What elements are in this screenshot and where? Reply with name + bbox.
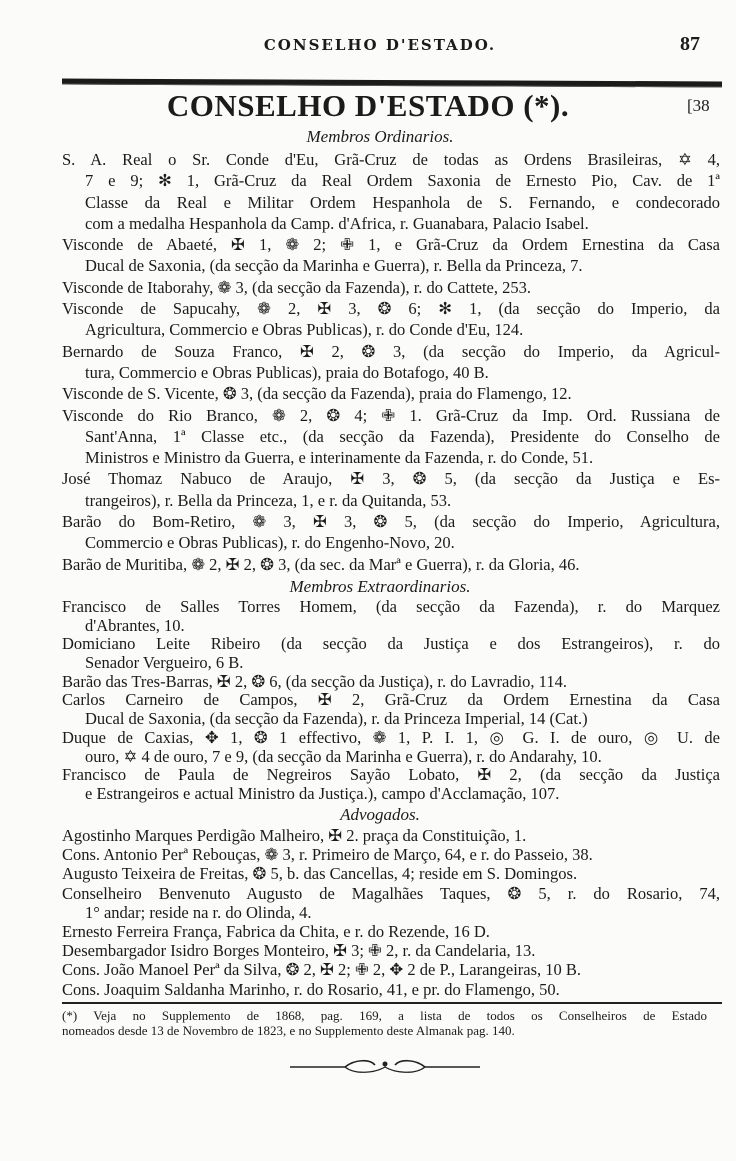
entry-line: Ministros e Ministro da Guerra, e interinamente da Fazenda, r. do Conde, 51. — [85, 448, 594, 468]
footnote-rule — [62, 1002, 722, 1004]
footnote-line: (*) Veja no Supplemento de 1868, pag. 169, a lista de todos os Conselheiros de Estado — [62, 1008, 707, 1023]
entry-line: Sant'Anna, 1ª Classe etc., (da secção da Fazenda), Presidente do Conselho de — [85, 426, 720, 446]
entry-line: Visconde de Abaeté, ✠ 1, ❁ 2; ✙ 1, e Grã-Cruz da Ordem Ernestina da Casa — [62, 235, 720, 255]
entry-line: Augusto Teixeira de Freitas, ❂ 5, b. das Cancellas, 4; reside em S. Domingos. — [62, 864, 578, 884]
entry-line: Conselheiro Benvenuto Augusto de Magalhães Taques, ❂ 5, r. do Rosario, 74, — [62, 883, 720, 903]
entry-line: Cons. João Manoel Perª da Silva, ❂ 2, ✠ 2; ✙ 2, ✥ 2 de P., Larangeiras, 10 B. — [62, 960, 582, 980]
entry-line: e Estrangeiros e actual Ministro da Justiça.), campo d'Acclamação, 107. — [85, 783, 560, 803]
entry-line: Desembargador Isidro Borges Monteiro, ✠ 3; ✙ 2, r. da Candelaria, 13. — [62, 941, 536, 961]
entry-line: ouro, ✡ 4 de ouro, 7 e 9, (da secção da Marinha e Guerra), r. do Andarahy, 10. — [85, 746, 602, 766]
entry-line: Visconde do Rio Branco, ❁ 2, ❂ 4; ✙ 1. Grã-Cruz da Imp. Ord. Russiana de — [62, 405, 720, 425]
entry-line: Cons. Joaquim Saldanha Marinho, r. do Rosario, 41, e pr. do Flamengo, 50. — [62, 979, 560, 999]
column-mark: [38 — [687, 96, 710, 115]
members-extraordinarios-list — [62, 598, 720, 804]
entry-line: Classe da Real e Militar Ordem Hespanhola de S. Fernando, e condecorado — [85, 192, 720, 212]
entry-line: Francisco de Paula de Negreiros Sayão Lobato, ✠ 2, (da secção da Justiça — [62, 765, 720, 785]
section-heading-advogados: Advogados. — [340, 805, 420, 824]
footnote — [62, 1008, 707, 1038]
entry-line: Barão de Muritiba, ❁ 2, ✠ 2, ❂ 3, (da sec. da Marª e Guerra), r. da Gloria, 46. — [62, 554, 580, 574]
ornament-divider-icon — [285, 1055, 485, 1077]
members-ordinarios-list — [62, 149, 720, 575]
entry-line: com a medalha Hespanhola da Camp. d'Africa, r. Guanabara, Palacio Isabel. — [85, 213, 589, 233]
entry-line: Bernardo de Souza Franco, ✠ 2, ❂ 3, (da secção do Imperio, da Agricul- — [62, 341, 720, 361]
entry-line: Barão das Tres-Barras, ✠ 2, ❂ 6, (da secção da Justiça), r. do Lavradio, 114. — [62, 671, 567, 691]
entry-line: Commercio e Obras Publicas), r. do Engenho-Novo, 20. — [85, 533, 455, 553]
entry-line: Visconde de S. Vicente, ❂ 3, (da secção da Fazenda), praia do Flamengo, 12. — [62, 384, 572, 404]
entry-line: Senador Vergueiro, 6 B. — [85, 653, 244, 673]
footnote-line: nomeados desde 13 de Novembro de 1823, e no Supplemento deste Almanak pag. 140. — [62, 1023, 515, 1038]
section-heading-extraordinarios: Membros Extraordinarios. — [289, 577, 471, 596]
section-heading-ordinarios: Membros Ordinarios. — [306, 127, 454, 146]
entry-line: trangeiros), r. Bella da Princeza, 1, e r. da Quitanda, 53. — [85, 490, 452, 510]
entry-line: Visconde de Sapucahy, ❁ 2, ✠ 3, ❂ 6; ✻ 1, (da secção do Imperio, da — [62, 299, 720, 319]
entry-line: Carlos Carneiro de Campos, ✠ 2, Grã-Cruz da Ordem Ernestina da Casa — [62, 690, 720, 710]
entry-line: S. A. Real o Sr. Conde d'Eu, Grã-Cruz de todas as Ordens Brasileiras, ✡ 4, — [62, 150, 720, 169]
entry-line: Francisco de Salles Torres Homem, (da secção da Fazenda), r. do Marquez — [62, 597, 720, 616]
entry-line: Ernesto Ferreira França, Fabrica da Chita, e r. do Rezende, 16 D. — [62, 921, 490, 941]
entry-line: José Thomaz Nabuco de Araujo, ✠ 3, ❂ 5, (da secção da Justiça e Es- — [62, 469, 720, 489]
entry-line: tura, Commercio e Obras Publicas), praia do Botafogo, 40 B. — [85, 362, 489, 382]
entry-line: Agostinho Marques Perdigão Malheiro, ✠ 2. praça da Constituição, 1. — [62, 826, 527, 845]
entry-line: d'Abrantes, 10. — [85, 615, 185, 635]
page-number: 87 — [680, 33, 700, 55]
running-head: CONSELHO D'ESTADO. — [263, 36, 497, 54]
entry-line: Agricultura, Commercio e Obras Publicas), r. do Conde d'Eu, 124. — [85, 320, 524, 340]
entry-line: Barão do Bom-Retiro, ❁ 3, ✠ 3, ❂ 5, (da secção do Imperio, Agricultura, — [62, 512, 720, 532]
advogados-list — [62, 826, 720, 999]
entry-line: Ducal de Saxonia, (da secção da Fazenda), r. da Princeza Imperial, 14 (Cat.) — [85, 709, 588, 729]
page-title: CONSELHO D'ESTADO (*). — [166, 88, 570, 123]
entry-line: Visconde de Itaborahy, ❁ 3, (da secção da Fazenda), r. do Cattete, 253. — [62, 277, 532, 297]
entry-line: Duque de Caxias, ✥ 1, ❂ 1 effectivo, ❁ 1, P. I. 1, ◎ G. I. de ouro, ◎ U. de — [62, 727, 720, 747]
entry-line: Cons. Antonio Perª Rebouças, ❁ 3, r. Primeiro de Março, 64, e r. do Passeio, 38. — [62, 845, 593, 865]
entry-line: 7 e 9; ✻ 1, Grã-Cruz da Real Ordem Saxonia de Ernesto Pio, Cav. de 1ª — [85, 171, 720, 191]
header-rule — [62, 79, 722, 88]
entry-line: Domiciano Leite Ribeiro (da secção da Justiça e dos Estrangeiros), r. do — [62, 634, 720, 654]
entry-line: Ducal de Saxonia, (da secção da Marinha e Guerra), r. Bella da Princeza, 7. — [85, 256, 583, 276]
entry-line: 1° andar; reside na r. do Olinda, 4. — [85, 902, 312, 922]
